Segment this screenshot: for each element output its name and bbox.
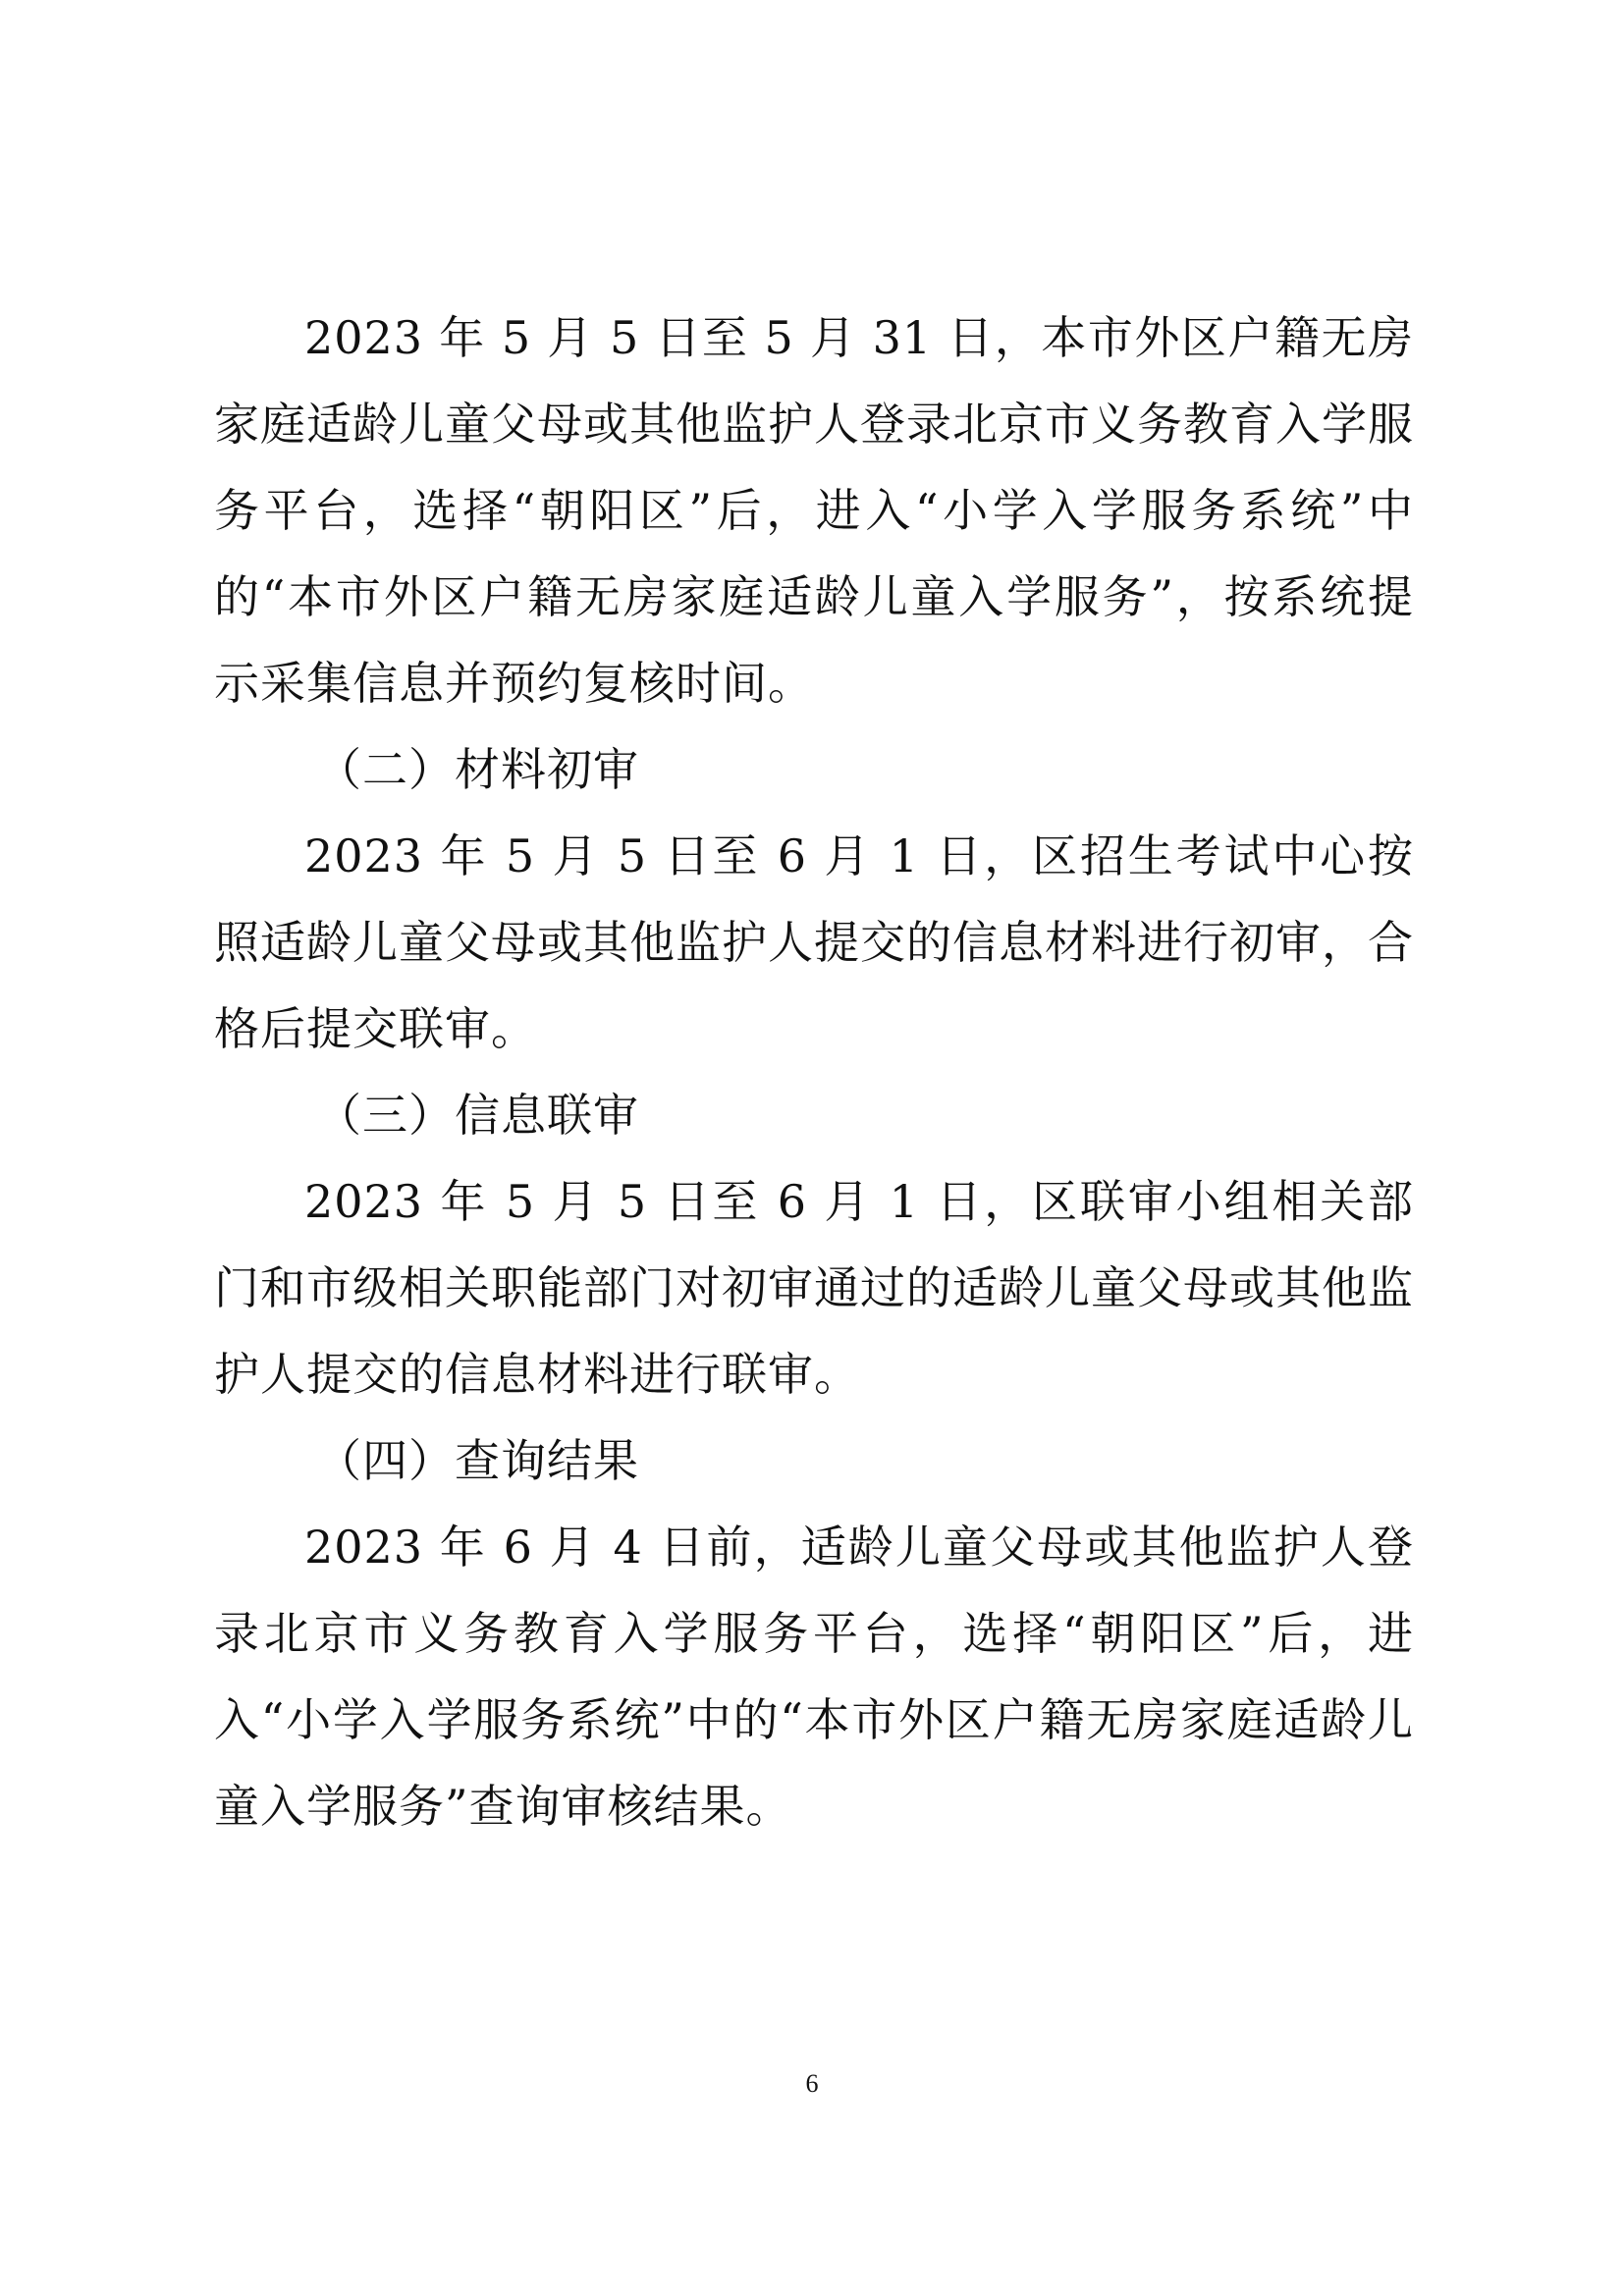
section-heading-initial-review: （二）材料初审 — [316, 743, 639, 796]
paragraph-joint-review: 2023 年 5 月 5 日至 6 月 1 日，区联审小组相关部门和市级相关职能部门对初审通过的适龄儿童父母或其他监护人提交的信息材料进行联审。 — [214, 1175, 1414, 1401]
section-heading-query-results: （四）查询结果 — [316, 1434, 639, 1487]
document-body — [214, 294, 1414, 1849]
paragraph-query-results: 2023 年 6 月 4 日前，适龄儿童父母或其他监护人登录北京市义务教育入学服务平台，选择“朝阳区”后，进入“小学入学服务系统”中的“本市外区户籍无房家庭适龄儿童入学服务”查询审核结果。 — [214, 1521, 1414, 1833]
paragraph-registration: 2023 年 5 月 5 日至 5 月 31 日，本市外区户籍无房家庭适龄儿童父母或其他监护人登录北京市义务教育入学服务平台，选择“朝阳区”后，进入“小学入学服务系统”中的“本市外区户籍无房家庭适龄儿童入学服务”，按系统提示采集信息并预约复核时间。 — [214, 311, 1414, 710]
section-heading-joint-review: （三）信息联审 — [316, 1089, 639, 1142]
paragraph-initial-review: 2023 年 5 月 5 日至 6 月 1 日，区招生考试中心按照适龄儿童父母或其他监护人提交的信息材料进行初审，合格后提交联审。 — [214, 829, 1414, 1055]
page-number: 6 — [805, 2069, 819, 2098]
